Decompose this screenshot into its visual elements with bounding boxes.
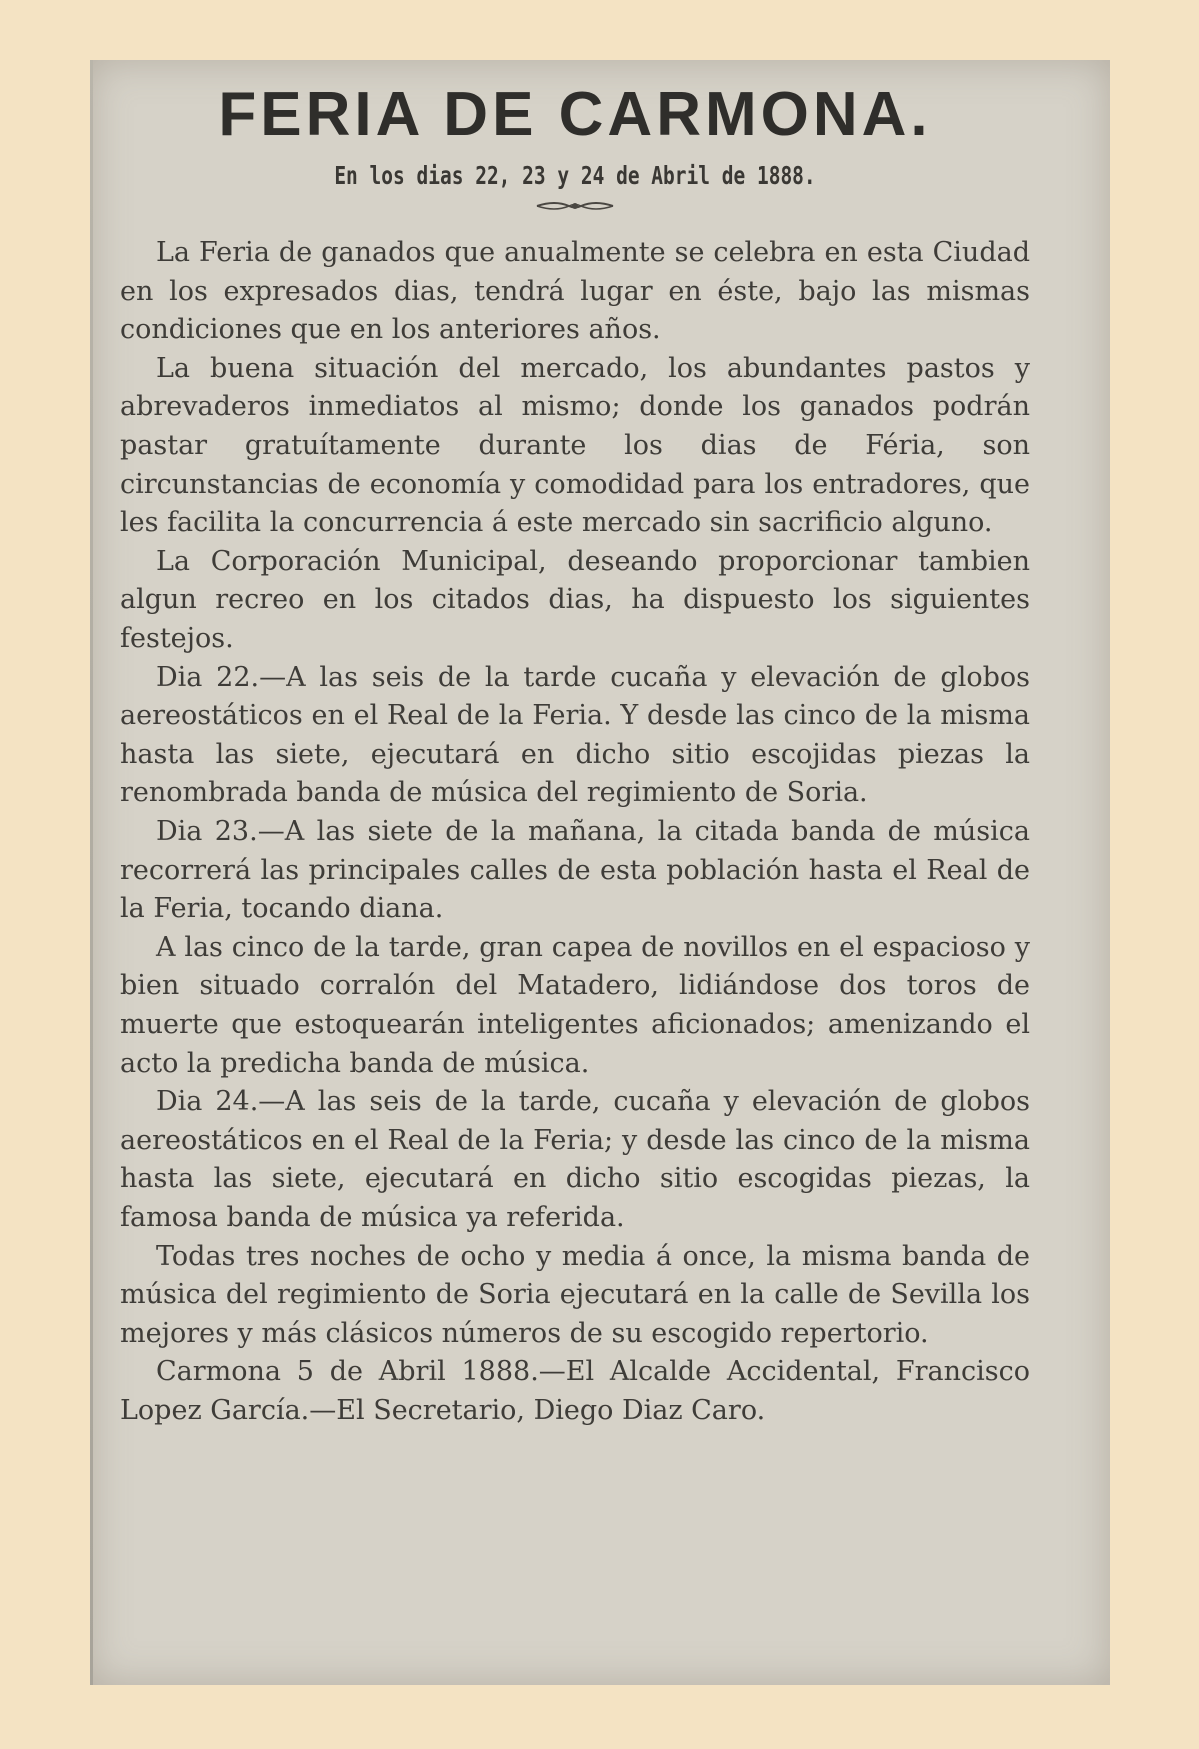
paragraph-8: Todas tres noches de ocho y media á once, la misma banda de música del regimiento de Soria ejecutará en la calle de Sevilla los mejores y más clásicos números de su escogido repertorio. [120,1240,1030,1349]
paragraph-5: Dia 23.—A las siete de la mañana, la citada banda de música recorrerá las principales calles de esta población hasta el Real de la Feria, tocando diana. [120,816,1030,925]
paper-edge [90,60,93,1685]
headline: FERIA DE CARMONA. [218,80,932,149]
paragraph-6: A las cinco de la tarde, gran capea de novillos en el espacioso y bien situado corralón del Matadero, lidiándose dos toros de muerte que estoquearán inteligentes aficionados; amenizando el acto la predicha banda de música. [120,931,1030,1079]
paragraph-3: La Corporación Municipal, deseando proporcionar tambien algun recreo en los citados dias, ha dispuesto los siguientes festejos. [120,545,1030,655]
paragraph-2: La buena situación del mercado, los abundantes pastos y abrevaderos inmediatos al mismo; donde los ganados podrán pastar gratuítamente durante los dias de Féria, son circunstancias de economía y comodidad para los entradores, que les facilita la concurrencia á este mercado sin sacrificio alguno. [120,352,1030,539]
paragraph-1: La Feria de ganados que anualmente se celebra en esta Ciudad en los expresados dias, tendrá lugar en éste, bajo las mismas condiciones que en los anteriores años. [120,237,1030,346]
signature-paragraph: Carmona 5 de Abril 1888.—El Alcalde Accidental, Francisco Lopez García.—El Secretario, Diego Diaz Caro. [120,1356,1030,1426]
paragraph-4: Dia 22.—A las seis de la tarde cucaña y elevación de globos aereostáticos en el Real de la Feria. Y desde las cinco de la misma hasta las siete, ejecutará en dicho sitio escojidas piezas la renombrada banda de música del regimiento de Soria. [120,661,1030,809]
dateline: En los dias 22, 23 y 24 de Abril de 1888. [334,161,816,191]
paragraph-7: Dia 24.—A las seis de la tarde, cucaña y elevación de globos aereostáticos en el Real de la Feria; y desde las cinco de la misma hasta las siete, ejecutará en dicho sitio escogidas piezas, la famosa banda de música ya referida. [120,1086,1030,1233]
newspaper-clipping [90,60,1110,1685]
flourish-divider-icon [120,198,1030,224]
article-body [120,234,1030,1430]
